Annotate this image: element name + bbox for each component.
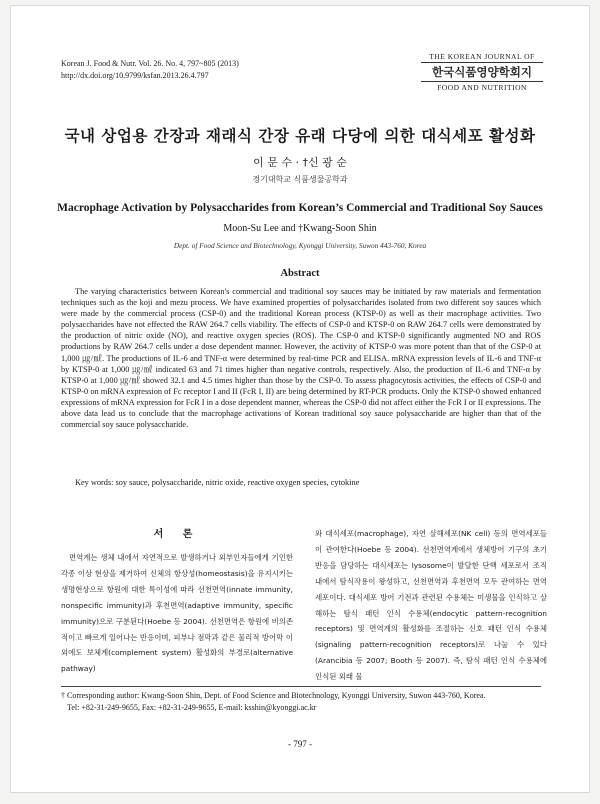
journal-doi[interactable]: http://dx.doi.org/10.9799/ksfan.2013.26.4.797 [61,71,209,80]
footnote-line-1: † Corresponding author: Kwang-Soon Shin, Dept. of Food Science and Biotechnology, Kyonggi University, Suwon 443-760, Korea. [61,691,486,700]
journal-citation-block [61,58,239,82]
affiliation-english: Dept. of Food Science and Biotechnology, Kyonggi University, Suwon 443-760, Korea [173,241,427,250]
journal-brand-en-top: THE KOREAN JOURNAL OF [421,52,543,63]
journal-brand-en-bottom: FOOD AND NUTRITION [437,83,527,92]
journal-citation: Korean J. Food & Nutr. Vol. 26. No. 4, 797~805 (2013) [61,59,239,68]
paper-page [10,5,590,793]
section-heading-introduction: 서 론 [153,529,201,540]
journal-brand [421,52,543,92]
title-korean: 국내 상업용 간장과 재래식 간장 유래 다당에 의한 대식세포 활성화 [64,127,536,145]
authors-korean: 이 문 수 · †신 광 순 [253,156,347,169]
intro-paragraph-right: 와 대식세포(macrophage), 자연 살해세포(NK cell) 등의 면역세포들이 관여한다(Hoebe 등 2004). 선천면역계에서 생체방어 기구의 초기 반응을 담당하는 대식세포는 lysosome이 발달한 단핵 세포로서 조직 내에서 탐식작용이 왕성하고, 선천면역과 후천면역 모두 관여하는 면역세포이다. 대식세포 방어 기전과 관련된 수용체는 미생물을 인식하고 살해하는 탐식 패턴 인식 수용체(endocytic pattern-recognition receptors) 및 면역계의 활성화를 조절하는 신호 패턴 인식 수용체(signaling pattern-recognition receptors)로 나눌 수 있다(Arancibia 등 2007; Booth 등 2007). 즉, 탐식 패턴 인식 수용체에 인식된 외래 물 [315,529,547,682]
body-column-right [315,526,547,685]
footnote-line-2: Tel: +82-31-249-9655, Fax: +82-31-249-9655, E-mail: ksshin@kyonggi.ac.kr [67,703,317,712]
abstract-heading: Abstract [280,268,320,279]
keywords: Key words: soy sauce, polysaccharide, nitric oxide, reactive oxygen species, cytokine [75,478,360,487]
page-number: - 797 - [288,739,312,749]
corresponding-author-footnote [61,690,551,714]
authors-english: Moon-Su Lee and †Kwang-Soon Shin [223,223,377,234]
title-english: Macrophage Activation by Polysaccharides from Korean’s Commercial and Traditional Soy Sauces [57,202,543,214]
affiliation-korean: 경기대학교 식품생물공학과 [252,175,348,184]
footnote-divider [61,686,541,687]
abstract-text: The varying characteristics between Korean's commercial and traditional soy sauces may be initiated by raw materials and fermentation techniques such as the koji and mezu process. We have examined properties of polysaccharides isolated from two different soy sauces which were made by the commercial process (CSP-0) and the traditional Korean process (KTSP-0) as well as their macrophage activities. Two polysaccharides have not effected the RAW 264.7 cells viability. The effects of CSP-0 and KTSP-0 on RAW 264.7 cells were demonstrated by the production of nitric oxide (NO), and reactive oxygen species (ROS). The CSP-0 and KTSP-0 significantly augmented NO and ROS productions by RAW 264.7 cells under a dose dependent manner. However, the activity of KTSP-0 was more potent than that of the CSP-0 at 1,000 ㎍/㎖. The productions of IL-6 and TNF-α were determined by real-time PCR and ELISA. mRNA expression levels of IL-6 and TNF-α by KTSP-0 at 1,000 ㎍/㎖ indicated 63 and 71 times higher than negative controls, respectively. Also, the production of IL-6 and TNF-α by KTSP-0 at 1,000 ㎍/㎖ showed 32.1 and 4.5 times higher than those by the CSP-0. To assess phagocytosis activities, the effects of CSP-0 and KTSP-0 on mRNA expression of Fc receptor I and II (FcR I, II) are being determined by RT-PCR products. Only the KTSP-0 showed enhanced expressions of mRNA expression for FcR I in a dose dependent manner, whereas the CSP-0 did not affect either the FcR I or II expressions. The above data lead us to conclude that the macrophage activations of Korean traditional soy sauce polysaccharide are higher than that of the commercial soy sauce polysaccharide. [61,287,541,430]
body-column-left [61,528,293,677]
intro-paragraph-left: 면역계는 생체 내에서 자연적으로 발생하거나 외부인자들에게 기인한 각종 이상 현상을 제거하여 신체의 항상성(homeostasis)을 유지시키는 생명현상으로 항원에 대한 특이성에 따라 선천면역(innate immunity, nonspecific immunity)과 후천면역(adaptive immunity, specific immunity)으로 구분된다(Hoebe 등 2004). 선천면역은 항원에 비의존적이고 빠르게 일어나는 반응이며, 피부나 점막과 같은 물리적 방어막 이외에도 보체계(complement system) 활성화의 부경로(alternative pathway) [61,553,293,674]
journal-brand-ko: 한국식품영양학회지 [421,63,543,82]
